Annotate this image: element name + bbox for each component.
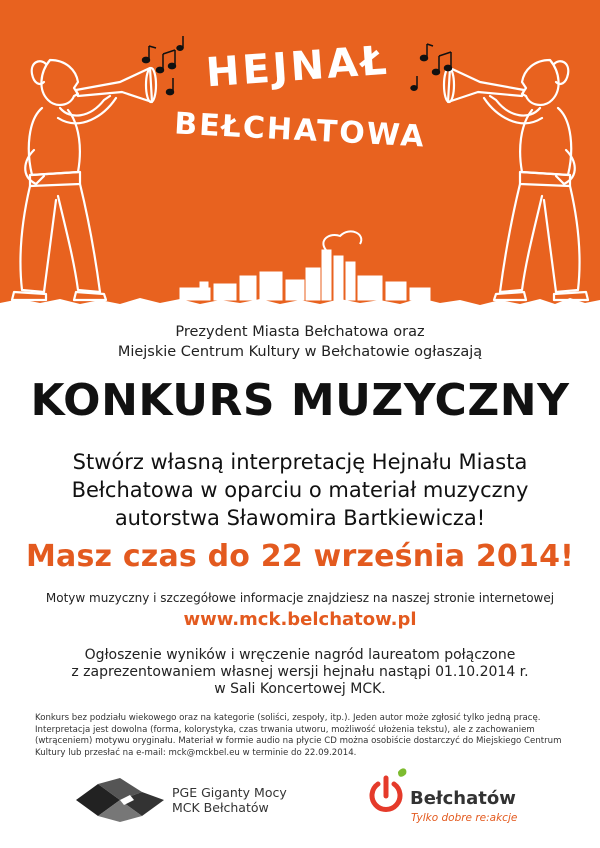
description-line-1: Stwórz własną interpretację Hejnału Miasta	[72, 450, 528, 474]
intro-text	[0, 322, 600, 362]
rules-line-3: (wtrąceniem) motywu oryginału. Materiał w formie audio na płycie CD można osobiście dostarczyć do Miejskiego Centrum	[35, 736, 562, 746]
results-announcement	[0, 647, 600, 698]
rules-line-4: Kultury lub przesłać na e-mail: mck@mckbel.eu w terminie do 22.09.2014.	[35, 747, 357, 758]
pge-line-1: PGE Giganty Mocy	[172, 785, 287, 800]
pge-logo-icon	[76, 778, 166, 822]
results-line-3: w Sali Koncertowej MCK.	[214, 681, 386, 697]
banner-title-line1: HEJNAŁ	[204, 37, 392, 97]
description-line-3: autorstwa Sławomira Bartkiewicza!	[114, 506, 486, 530]
rules-line-2: Interpretacja jest dowolna (forma, kolorystyka, czas trwania utworu, możliwość ułożenia tekstu), ale z zachowaniem	[35, 724, 535, 735]
rules-text	[35, 713, 570, 759]
intro-line-2: Miejskie Centrum Kultury w Bełchatowie ogłaszają	[117, 344, 483, 360]
power-icon	[364, 766, 408, 818]
results-line-2: z zaprezentowaniem własnej wersji hejnału nastąpi 01.10.2014 r.	[71, 664, 529, 680]
results-line-1: Ogłoszenie wyników i wręczenie nagród laureatom połączone	[84, 647, 516, 663]
page-title: KONKURS MUZYCZNY	[30, 375, 570, 426]
description	[0, 448, 600, 532]
website-link[interactable]: www.mck.belchatow.pl	[183, 609, 417, 630]
banner-illustration	[0, 0, 600, 310]
pge-line-2: MCK Bełchatów	[172, 800, 269, 815]
city-name: Bełchatów	[410, 788, 516, 809]
city-slogan: Tylko dobre re:akcje	[411, 812, 518, 824]
header-banner	[0, 0, 600, 310]
rules-line-1: Konkurs bez podziału wiekowego oraz na kategorie (soliści, zespoły, itp.). Jeden autor może zgłosić tylko jedną pracę.	[35, 713, 541, 723]
motif-text: Motyw muzyczny i szczegółowe informacje znajdziesz na naszej stronie internetowej	[45, 591, 555, 605]
banner-title-line2: BEŁCHATOWA	[173, 106, 427, 155]
deadline-text: Masz czas do 22 września 2014!	[25, 539, 575, 574]
pge-label	[172, 785, 287, 815]
description-line-2: Bełchatowa w oparciu o materiał muzyczny	[71, 478, 529, 502]
intro-line-1: Prezydent Miasta Bełchatowa oraz	[175, 324, 425, 340]
